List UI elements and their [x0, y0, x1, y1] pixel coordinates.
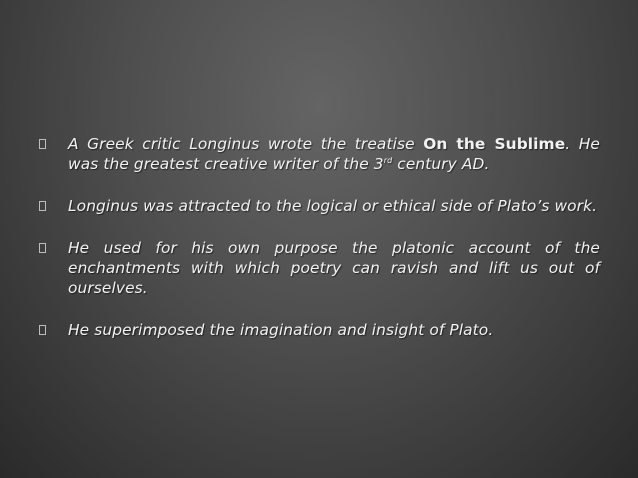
bullet-1-prefix: A Greek critic Longinus wrote the treatise [68, 135, 424, 153]
square-bullet-icon [39, 243, 46, 253]
bullet-2-text: Longinus was attracted to the logical or ethical side of Plato’s work. [68, 197, 598, 215]
bullet-3-text: He used for his own purpose the platonic account of the enchantments with which poetry can ravish and lift us out of ourselves. [68, 239, 600, 297]
bullet-item-2 [38, 196, 600, 216]
bullet-item-4 [38, 320, 600, 340]
bullet-list [38, 134, 600, 362]
bullet-1-middle: . He was the greatest creative writer of the 3 [68, 135, 600, 173]
treatise-title: On the Sublime [423, 135, 566, 153]
bullet-item-3 [38, 238, 600, 298]
bullet-1-suffix: century AD. [392, 155, 490, 173]
bullet-item-1 [38, 134, 600, 174]
square-bullet-icon [39, 139, 46, 149]
square-bullet-icon [39, 201, 46, 211]
bullet-4-text: He superimposed the imagination and insight of Plato. [68, 321, 494, 339]
square-bullet-icon [39, 325, 46, 335]
ordinal-suffix: rd [383, 155, 393, 165]
